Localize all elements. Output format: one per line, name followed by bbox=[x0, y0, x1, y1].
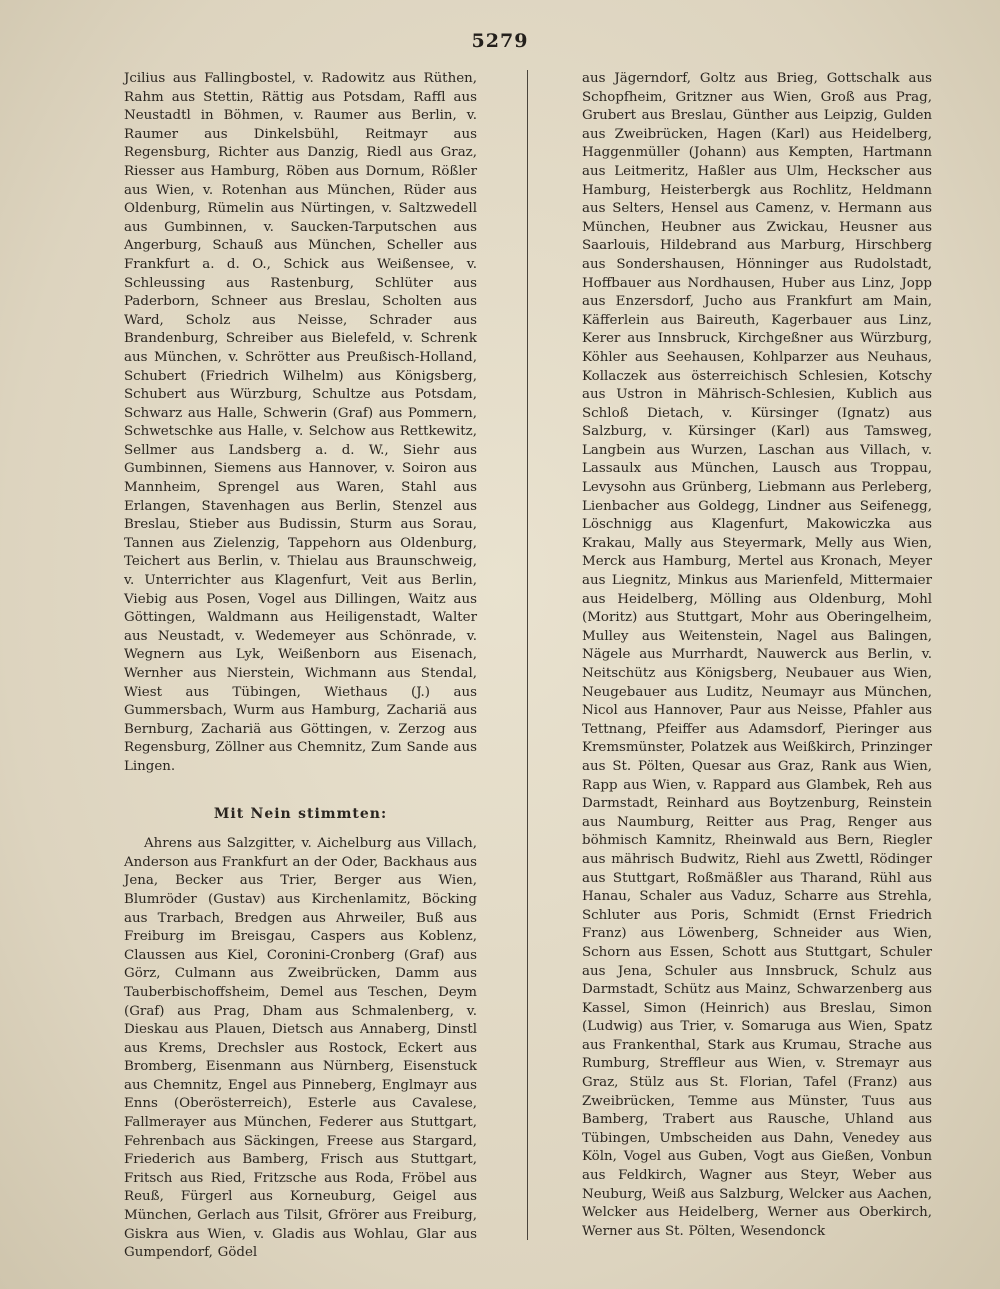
right-paragraph-no-votes: aus Jägerndorf, Goltz aus Brieg, Gottschalk aus Schopfheim, Gritzner aus Wien, Groß aus Prag, Grubert aus Breslau, Günther aus Leipzig, Gulden aus Zweibrücken, Hagen (Karl) aus Heidelberg, Haggenmüller (Johann) aus Kempten, Hartmann aus Leitmeritz, Haßler aus Ulm, Heckscher aus Hamburg, Heisterbergk aus Rochlitz, Heldmann aus Selters, Hensel aus Camenz, v. Hermann aus München, Heubner aus Zwickau, Heusner aus Saarlouis, Hildebrand aus Marburg, Hirschberg aus Sondershausen, Hönninger aus Rudolstadt, Hoffbauer aus Nordhausen, Huber aus Linz, Jopp aus Enzersdorf, Jucho aus Frankfurt am Main, Käfferlein aus Baireuth, Kagerbauer aus Linz, Kerer aus Innsbruck, Kirchgeßner aus Würzburg, Köhler aus Seehausen, Kohlparzer aus Neuhaus, Kollaczek aus österreichisch Schlesien, Kotschy aus Ustron in Mährisch-Schlesien, Kublich aus Schloß Dietach, v. Kürsinger (Ignatz) aus Salzburg, v. Kürsinger (Karl) aus Tamsweg, Langbein aus Wurzen, Laschan aus Villach, v. Lassaulx aus München, Lausch aus Troppau, Levysohn aus Grünberg, Liebmann aus Perleberg, Lienbacher aus Goldegg, Lindner aus Seifenegg, Löschnigg aus Klagenfurt, Makowiczka aus Krakau, Mally aus Steyermark, Melly aus Wien, Merck aus Hamburg, Mertel aus Kronach, Meyer aus Liegnitz, Minkus aus Marienfeld, Mittermaier aus Heidelberg, Mölling aus Oldenburg, Mohl (Moritz) aus Stuttgart, Mohr aus Oberingelheim, Mulley aus Weitenstein, Nagel aus Balingen, Nägele aus Murrhardt, Nauwerck aus Berlin, v. Neitschütz aus Königsberg, Neubauer aus Wien, Neugebauer aus Luditz, Neumayr aus München, Nicol aus Hannover, Paur aus Neisse, Pfahler aus Tettnang, Pfeiffer aus Adamsdorf, Pieringer aus Kremsmünster, Polatzek aus Weißkirch, Prinzinger aus St. Pölten, Quesar aus Graz, Rank aus Wien, Rapp aus Wien, v. Rappard aus Glambek, Reh aus Darmstadt, Reinhard aus Boytzenburg, Reinstein aus Naumburg, Reitter aus Prag, Renger aus böhmisch Kamnitz, Rheinwald aus Bern, Riegler aus mährisch Budwitz, Riehl aus Zwettl, Rödinger aus Stuttgart, Roßmäßler aus Tharand, Rühl aus Hanau, Schaler aus Vaduz, Scharre aus Strehla, Schluter aus Poris, Schmidt (Ernst Friedrich Franz) aus Löwenberg, Schneider aus Wien, Schorn aus Essen, Schott aus Stuttgart, Schuler aus Jena, Schuler aus Innsbruck, Schulz aus Darmstadt, Schütz aus Mainz, Schwarzenberg aus Kassel, Simon (Heinrich) aus Breslau, Simon (Ludwig) aus Trier, v. Somaruga aus Wien, Spatz aus Frankenthal, Stark aus Krumau, Strache aus Rumburg, Streffleur aus Wien, v. Stremayr aus Graz, Stülz aus St. Florian, Tafel (Franz) aus Zweibrücken, Temme aus Münster, Tuus aus Bamberg, Trabert aus Rausche, Uhland aus Tübingen, Umbscheiden aus Dahn, Venedey aus Köln, Vogel aus Guben, Vogt aus Gießen, Vonbun aus Feldkirch, Wagner aus Steyr, Weber aus Neuburg, Weiß aus Salzburg, Welcker aus Aachen, Welcker aus Heidelberg, Werner aus Oberkirch, Werner aus St. Pölten, Wesendonck bbox=[582, 71, 932, 1239]
right-column bbox=[582, 70, 932, 1241]
page-number: 5279 bbox=[471, 30, 529, 52]
left-column bbox=[124, 70, 477, 1263]
column-divider bbox=[527, 70, 528, 1240]
left-paragraph-yes-votes: Jcilius aus Fallingbostel, v. Radowitz aus Rüthen, Rahm aus Stettin, Rättig aus Potsdam, Raffl aus Neustadtl in Böhmen, v. Raumer aus Berlin, v. Raumer aus Dinkelsbühl, Reitmayr aus Regensburg, Richter aus Danzig, Riedl aus Graz, Riesser aus Hamburg, Röben aus Dornum, Rößler aus Wien, v. Rotenhan aus München, Rüder aus Oldenburg, Rümelin aus Nürtingen, v. Saltzwedell aus Gumbinnen, v. Saucken-Tarputschen aus Angerburg, Schauß aus München, Scheller aus Frankfurt a. d. O., Schick aus Weißensee, v. Schleussing aus Rastenburg, Schlüter aus Paderborn, Schneer aus Breslau, Scholten aus Ward, Scholz aus Neisse, Schrader aus Brandenburg, Schreiber aus Bielefeld, v. Schrenk aus München, v. Schrötter aus Preußisch-Holland, Schubert (Friedrich Wilhelm) aus Königsberg, Schubert aus Würzburg, Schultze aus Potsdam, Schwarz aus Halle, Schwerin (Graf) aus Pommern, Schwetschke aus Halle, v. Selchow aus Rettkewitz, Sellmer aus Landsberg a. d. W., Siehr aus Gumbinnen, Siemens aus Hannover, v. Soiron aus Mannheim, Sprengel aus Waren, Stahl aus Erlangen, Stavenhagen aus Berlin, Stenzel aus Breslau, Stieber aus Budissin, Sturm aus Sorau, Tannen aus Zielenzig, Tappehorn aus Oldenburg, Teichert aus Berlin, v. Thielau aus Braunschweig, v. Unterrichter aus Klagenfurt, Veit aus Berlin, Viebig aus Posen, Vogel aus Dillingen, Waitz aus Göttingen, Waldmann aus Heiligenstadt, Walter aus Neustadt, v. Wedemeyer aus Schönrade, v. Wegnern aus Lyk, Weißenborn aus Eisenach, Wernher aus Nierstein, Wichmann aus Stendal, Wiest aus Tübingen, Wiethaus (J.) aus Gummersbach, Wurm aus Hamburg, Zachariä aus Bernburg, Zachariä aus Göttingen, v. Zerzog aus Regensburg, Zöllner aus Chemnitz, Zum Sande aus Lingen. bbox=[124, 71, 477, 774]
no-votes-heading: Mit Nein stimmten: bbox=[213, 805, 388, 822]
left-paragraph-no-votes: Ahrens aus Salzgitter, v. Aichelburg aus Villach, Anderson aus Frankfurt an der Oder, Backhaus aus Jena, Becker aus Trier, Berger aus Wien, Blumröder (Gustav) aus Kirchenlamitz, Böcking aus Trarbach, Bredgen aus Ahrweiler, Buß aus Freiburg im Breisgau, Caspers aus Koblenz, Claussen aus Kiel, Coronini-Cronberg (Graf) aus Görz, Culmann aus Zweibrücken, Damm aus Tauberbischoffsheim, Demel aus Teschen, Deym (Graf) aus Prag, Dham aus Schmalenberg, v. Dieskau aus Plauen, Dietsch aus Annaberg, Dinstl aus Krems, Drechsler aus Rostock, Eckert aus Bromberg, Eisenmann aus Nürnberg, Eisenstuck aus Chemnitz, Engel aus Pinneberg, Englmayr aus Enns (Oberösterreich), Esterle aus Cavalese, Fallmerayer aus München, Federer aus Stuttgart, Fehrenbach aus Säckingen, Freese aus Stargard, Friederich aus Bamberg, Frisch aus Stuttgart, Fritsch aus Ried, Fritzsche aus Roda, Fröbel aus Reuß, Fürgerl aus Korneuburg, Geigel aus München, Gerlach aus Tilsit, Gfrörer aus Freiburg, Giskra aus Wien, v. Gladis aus Wohlau, Glar aus Gumpendorf, Gödel bbox=[124, 836, 477, 1261]
